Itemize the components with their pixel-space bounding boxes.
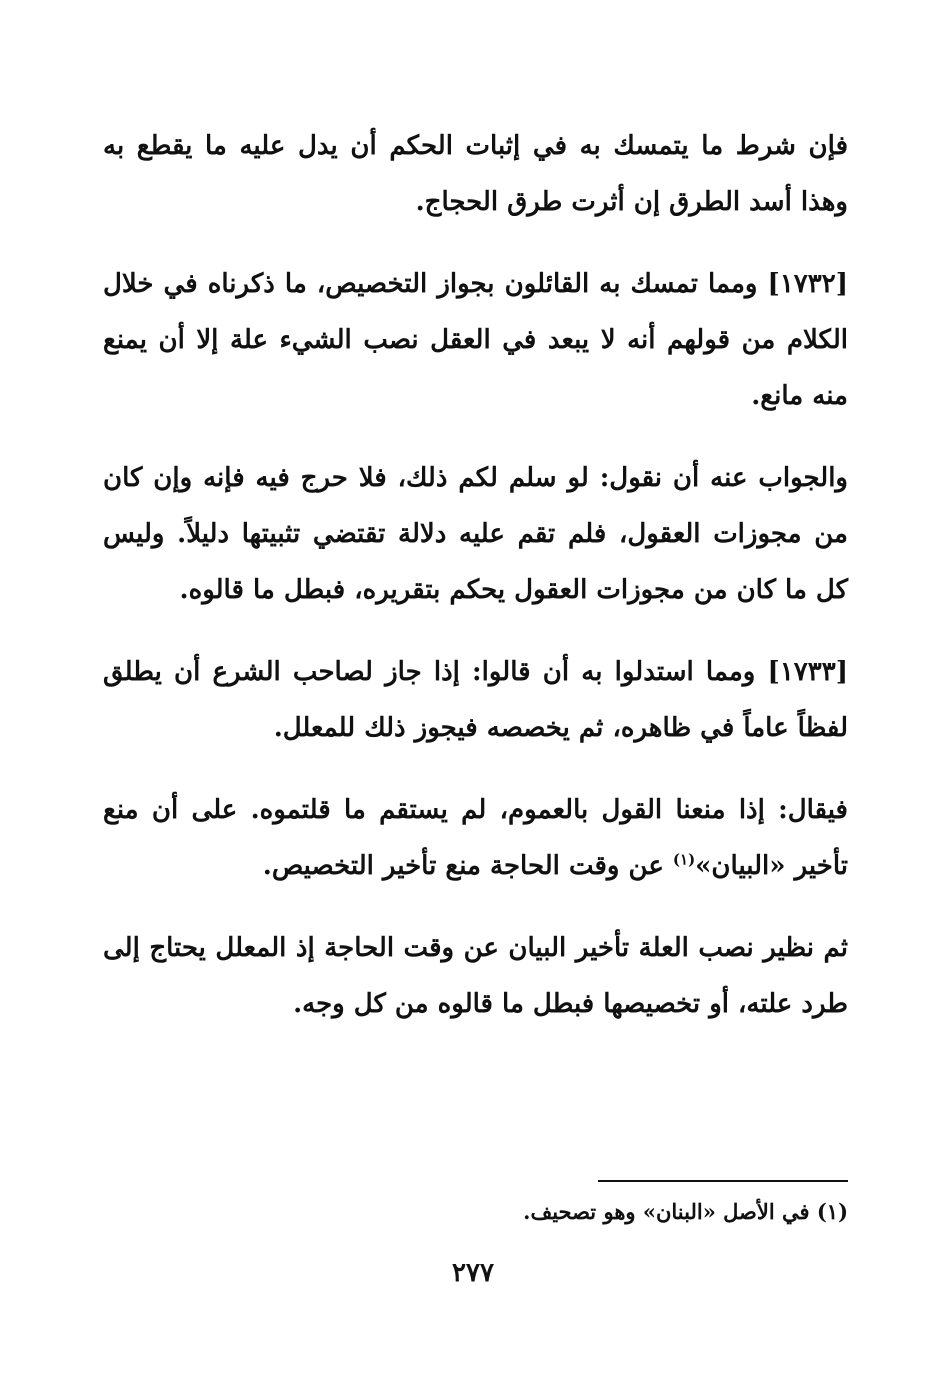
reply-text-before: فيقال: إذا منعنا القول بالعموم، لم يستقم ما قلتموه. على أن منع تأخير «البيان» bbox=[103, 795, 848, 881]
footnote-reference: (١) bbox=[672, 850, 696, 869]
footnote-divider bbox=[598, 1180, 848, 1182]
paragraph-1732: [١٧٣٢] ومما تمسك به القائلون بجواز التخصيص، ما ذكرناه في خلال الكلام من قولهم أنه لا يبعد في العقل نصب الشيء علة إلا أن يمنع منه مانع. bbox=[103, 269, 848, 411]
main-text bbox=[103, 118, 848, 1058]
paragraph-reply bbox=[103, 782, 848, 894]
paragraph-conclusion: ثم نظير نصب العلة تأخير البيان عن وقت الحاجة إذ المعلل يحتاج إلى طرد علته، أو تخصيصها فبطل ما قالوه من كل وجه. bbox=[103, 933, 848, 1019]
reply-text-after: عن وقت الحاجة منع تأخير التخصيص. bbox=[262, 851, 673, 881]
page-number: ٢٧٧ bbox=[452, 1258, 494, 1288]
paragraph-1: فإن شرط ما يتمسك به في إثبات الحكم أن يدل عليه ما يقطع به وهذا أسد الطرق إن أثرت طرق الحجاج. bbox=[103, 131, 848, 217]
paragraph-answer: والجواب عنه أن نقول: لو سلم لكم ذلك، فلا حرج فيه فإنه وإن كان من مجوزات العقول، فلم تقم عليه دلالة تقتضي تثبيتها دليلاً. وليس كل ما كان من مجوزات العقول يحكم بتقريره، فبطل ما قالوه. bbox=[103, 463, 848, 605]
paragraph-1733: [١٧٣٣] ومما استدلوا به أن قالوا: إذا جاز لصاحب الشرع أن يطلق لفظاً عاماً في ظاهره، ثم يخصصه فيجوز ذلك للمعلل. bbox=[103, 657, 848, 743]
footnote-text: (١) في الأصل «البنان» وهو تصحيف. bbox=[523, 1199, 848, 1224]
